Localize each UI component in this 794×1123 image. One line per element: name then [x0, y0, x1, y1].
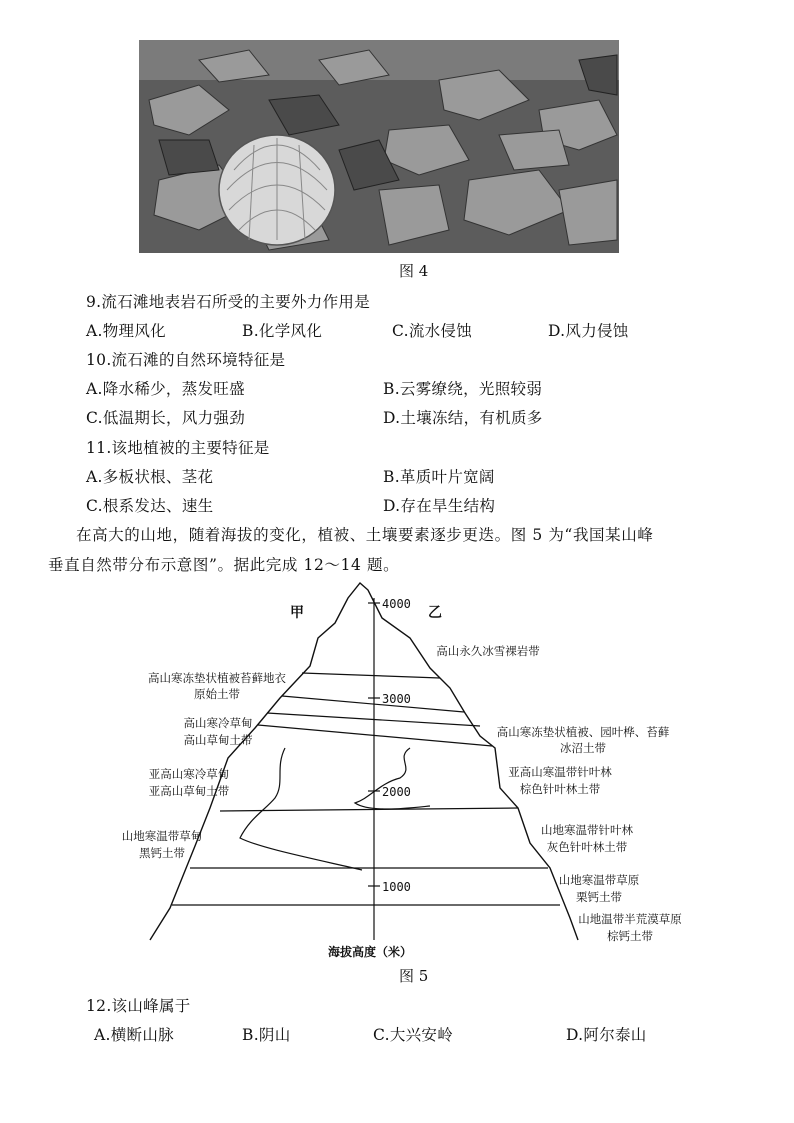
q9-option-c: C.流水侵蚀 — [392, 322, 473, 340]
q10-option-b: B.云雾缭绕，光照较弱 — [383, 380, 543, 398]
right-zone-3-veg: 亚高山寒温带针叶林 — [508, 765, 612, 779]
mountain-outline — [150, 583, 578, 940]
figure4-photo — [139, 40, 619, 253]
q9-option-b: B.化学风化 — [242, 322, 323, 340]
right-zone-3-soil: 棕色针叶林土带 — [519, 782, 601, 796]
right-zone-5-veg: 山地寒温带草原 — [558, 873, 640, 887]
side-label-yi: 乙 — [428, 605, 442, 621]
left-zone-4-soil: 黑钙土带 — [139, 846, 185, 860]
figure5-diagram — [110, 578, 700, 963]
right-zone-2-veg: 高山寒冻垫状植被、园叶桦、苔藓 — [496, 725, 670, 739]
right-zone-5-soil: 栗钙土带 — [576, 890, 622, 904]
q9-stem: 9.流石滩地表岩石所受的主要外力作用是 — [86, 293, 370, 311]
right-zone-6-veg: 山地温带半荒漠草原 — [578, 912, 682, 926]
q9-option-d: D.风力侵蚀 — [548, 322, 629, 340]
q10-stem: 10.流石滩的自然环境特征是 — [86, 351, 286, 369]
q9-option-a: A.物理风化 — [86, 322, 166, 340]
left-zone-4-veg: 山地寒温带草甸 — [121, 829, 203, 843]
q11-stem: 11.该地植被的主要特征是 — [86, 439, 270, 457]
q12-option-d: D.阿尔泰山 — [566, 1026, 647, 1044]
intro-line-2: 垂直自然带分布示意图”。据此完成 12～14 题。 — [48, 556, 400, 574]
q12-stem: 12.该山峰属于 — [86, 997, 191, 1015]
side-label-jia: 甲 — [290, 605, 304, 621]
tick-1000: 1000 — [382, 880, 411, 894]
left-zone-3-soil: 亚高山草甸土带 — [148, 784, 230, 798]
q12-option-b: B.阴山 — [242, 1026, 291, 1044]
right-zone-6-soil: 棕钙土带 — [607, 929, 653, 943]
q10-option-a: A.降水稀少，蒸发旺盛 — [86, 380, 245, 398]
q11-option-a: A.多板状根、茎花 — [86, 468, 214, 486]
left-zone-1-veg: 高山寒冻垫状植被苔藓地衣 — [148, 671, 286, 685]
q11-option-c: C.根系发达、速生 — [86, 497, 214, 515]
right-zone-4-veg: 山地寒温带针叶林 — [541, 823, 633, 837]
axis-title: 海拔高度（米） — [328, 945, 413, 959]
tick-2000: 2000 — [382, 785, 411, 799]
left-zone-1-soil: 原始土带 — [194, 687, 240, 701]
intro-line-1: 在高大的山地，随着海拔的变化，植被、土壤要素逐步更迭。图 5 为“我国某山峰 — [76, 526, 654, 544]
q11-option-d: D.存在旱生结构 — [383, 497, 496, 515]
figure5-caption: 图 5 — [399, 967, 429, 985]
q12-option-c: C.大兴安岭 — [373, 1026, 454, 1044]
q12-option-a: A.横断山脉 — [94, 1026, 174, 1044]
right-zone-4-soil: 灰色针叶林土带 — [546, 840, 628, 854]
tick-3000: 3000 — [382, 692, 411, 706]
q11-option-b: B.革质叶片宽阔 — [383, 468, 495, 486]
q10-option-c: C.低温期长，风力强劲 — [86, 409, 246, 427]
figure4-caption: 图 4 — [399, 262, 429, 280]
tick-4000: 4000 — [382, 597, 411, 611]
left-zone-3-veg: 亚高山寒冷草甸 — [148, 767, 230, 781]
q10-option-d: D.土壤冻结，有机质多 — [383, 409, 543, 427]
left-zone-2-soil: 高山草甸土带 — [183, 733, 253, 747]
right-zone-2-soil: 冰沼土带 — [560, 741, 606, 755]
left-zone-2-veg: 高山寒冷草甸 — [183, 716, 253, 730]
right-zone-1: 高山永久冰雪裸岩带 — [436, 644, 540, 658]
